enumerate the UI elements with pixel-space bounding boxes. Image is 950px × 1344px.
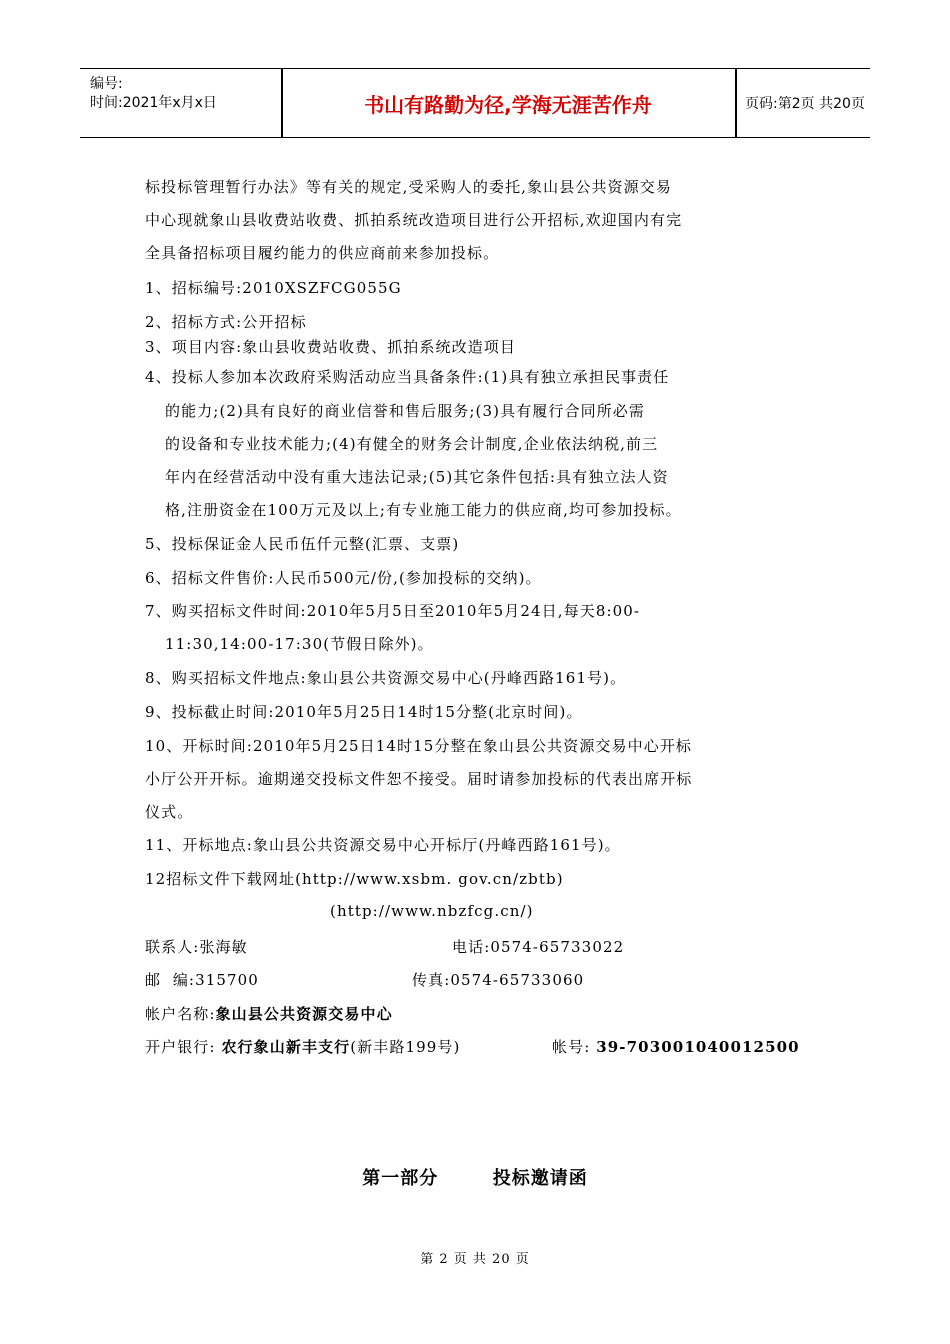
intro-line: 中心现就象山县收费站收费、抓拍系统改造项目进行公开招标,欢迎国内有完 <box>145 211 683 229</box>
item-opening-time: 10、开标时间:2010年5月25日14时15分整在象山县公共资源交易中心开标 <box>145 737 693 755</box>
item-deadline: 9、投标截止时间:2010年5月25日14时15分整(北京时间)。 <box>145 703 583 721</box>
item-doc-price: 6、招标文件售价:人民币500元/份,(参加投标的交纳)。 <box>145 569 542 587</box>
header-page-info: 页码:第2页 共20页 <box>745 96 865 112</box>
doc-time-label: 时间:2021年x月x日 <box>90 95 217 111</box>
contact-phone: 电话:0574-65733022 <box>452 938 625 956</box>
bank-name: 农行象山新丰支行 <box>221 1038 351 1056</box>
doc-number-label: 编号: <box>90 76 123 92</box>
item-opening-time: 小厅公开开标。逾期递交投标文件恕不接受。届时请参加投标的代表出席开标 <box>145 770 693 788</box>
bank-row <box>145 1036 461 1057</box>
account-name-label: 帐户名称: <box>145 1005 216 1023</box>
item-purchase-time: 7、购买招标文件时间:2010年5月5日至2010年5月24日,每天8:00- <box>145 602 641 620</box>
item-bidder-conditions: 格,注册资金在100万元及以上;有专业施工能力的供应商,均可参加投标。 <box>165 501 682 519</box>
account-name: 象山县公共资源交易中心 <box>215 1005 393 1023</box>
item-project-content: 3、项目内容:象山县收费站收费、抓拍系统改造项目 <box>145 338 516 356</box>
account-number-row <box>552 1036 800 1057</box>
item-bidder-conditions: 的设备和专业技术能力;(4)有健全的财务会计制度,企业依法纳税,前三 <box>165 435 659 453</box>
page-header <box>80 68 870 138</box>
item-deposit: 5、投标保证金人民币伍仟元整(汇票、支票) <box>145 535 460 553</box>
item-download-url: 12招标文件下载网址(http://www.xsbm. gov.cn/zbtb) <box>145 870 564 888</box>
account-number: 39-703001040012500 <box>596 1038 800 1056</box>
bank-address: (新丰路199号) <box>350 1038 461 1056</box>
item-bidder-conditions: 年内在经营活动中没有重大违法记录;(5)其它条件包括:具有独立法人资 <box>165 468 669 486</box>
item-purchase-place: 8、购买招标文件地点:象山县公共资源交易中心(丹峰西路161号)。 <box>145 669 627 687</box>
intro-line: 标投标管理暂行办法》等有关的规定,受采购人的委托,象山县公共资源交易 <box>145 178 672 196</box>
account-name-row <box>145 1003 393 1024</box>
item-download-url-alt: (http://www.nbzfcg.cn/) <box>330 902 534 920</box>
item-bid-method: 2、招标方式:公开招标 <box>145 313 307 331</box>
item-bidder-conditions: 4、投标人参加本次政府采购活动应当具备条件:(1)具有独立承担民事责任 <box>145 368 670 386</box>
header-meta <box>80 69 280 137</box>
section-name: 投标邀请函 <box>492 1168 588 1189</box>
item-bidder-conditions: 的能力;(2)具有良好的商业信誉和售后服务;(3)具有履行合同所必需 <box>165 402 646 420</box>
item-opening-time: 仪式。 <box>145 803 194 821</box>
item-purchase-time: 11:30,14:00-17:30(节假日除外)。 <box>165 635 434 653</box>
fax: 传真:0574-65733060 <box>412 971 585 989</box>
bank-label: 开户银行: <box>145 1038 216 1056</box>
intro-line: 全具备招标项目履约能力的供应商前来参加投标。 <box>145 244 500 262</box>
section-title <box>0 1164 950 1190</box>
postcode: 邮 编:315700 <box>145 971 259 989</box>
item-bid-number: 1、招标编号:2010XSZFCG055G <box>145 279 402 297</box>
section-part: 第一部分 <box>362 1168 439 1189</box>
contact-person: 联系人:张海敏 <box>145 938 248 956</box>
page-footer: 第 2 页 共 20 页 <box>420 1252 530 1267</box>
header-divider <box>735 69 737 137</box>
account-number-label: 帐号: <box>552 1038 591 1056</box>
item-opening-place: 11、开标地点:象山县公共资源交易中心开标厅(丹峰西路161号)。 <box>145 836 621 854</box>
header-motto: 书山有路勤为径,学海无涯苦作舟 <box>364 92 652 117</box>
